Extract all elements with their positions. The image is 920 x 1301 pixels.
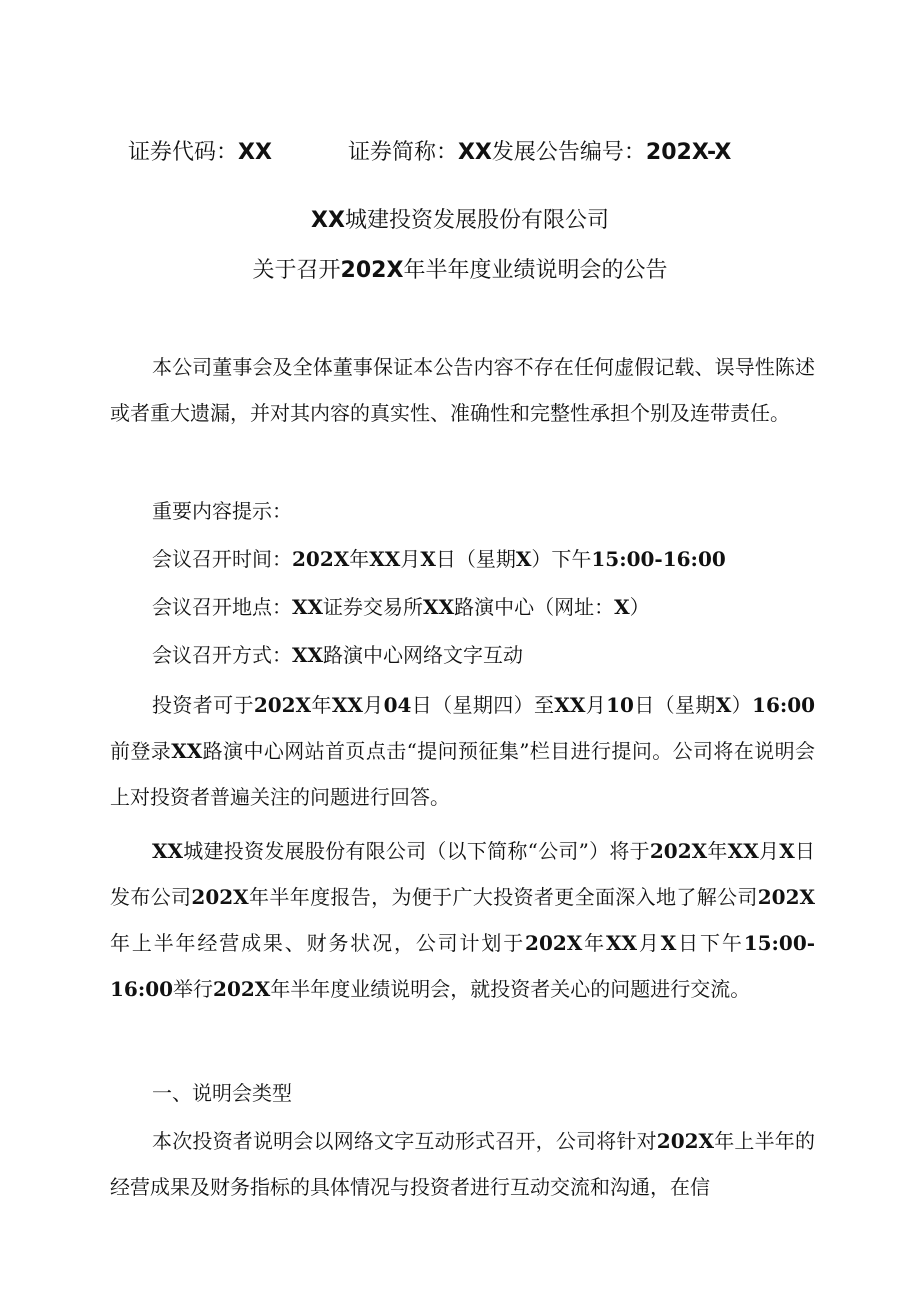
announcement-number-value: 202X-X <box>645 140 732 165</box>
security-abbr-value: XX <box>457 140 492 165</box>
announcement-number-label: 发展公告编号： <box>491 140 646 165</box>
key-points-label: 重要内容提示： <box>152 499 292 523</box>
security-abbr-label: 证券简称： <box>347 140 458 165</box>
company-paragraph: XX城建投资发展股份有限公司（以下简称“公司”）将于202X年XX月X日发布公司202X年半年度报告，为便于广大投资者更全面深入地了解公司202X年上半年经营成果、财务状况，公司计划于202X年XX月X日下午15:00-16:00举行202X年半年度业绩说明会，就投资者关心的问题进行交流。 <box>110 839 816 1001</box>
investor-question-paragraph: 投资者可于202X年XX月04日（星期四）至XX月10日（星期X）16:00前登录XX路演中心网站首页点击“提问预征集”栏目进行提问。公司将在说明会上对投资者普遍关注的问题进行回答。 <box>110 693 816 809</box>
security-code-value: XX <box>238 140 272 165</box>
section-1-paragraph: 本次投资者说明会以网络文字互动形式召开，公司将针对202X年上半年的经营成果及财务指标的具体情况与投资者进行互动交流和沟通，在信 <box>110 1129 816 1199</box>
meeting-place: 会议召开地点：XX证券交易所XX路演中心（网址：X） <box>152 595 650 619</box>
section-1-heading: 一、说明会类型 <box>152 1081 292 1105</box>
meeting-time: 会议召开时间：202X年XX月X日（星期X）下午15:00-16:00 <box>152 547 726 571</box>
security-code-label: 证券代码： <box>128 140 239 165</box>
title-company: XX城建投资发展股份有限公司 <box>311 208 609 233</box>
announcement-header <box>128 136 731 170</box>
title-subject: 关于召开202X年半年度业绩说明会的公告 <box>252 258 668 283</box>
meeting-method: 会议召开方式：XX路演中心网络文字互动 <box>152 643 524 667</box>
disclaimer-paragraph: 本公司董事会及全体董事保证本公告内容不存在任何虚假记载、误导性陈述或者重大遗漏，并对其内容的真实性、准确性和完整性承担个别及连带责任。 <box>110 355 815 425</box>
